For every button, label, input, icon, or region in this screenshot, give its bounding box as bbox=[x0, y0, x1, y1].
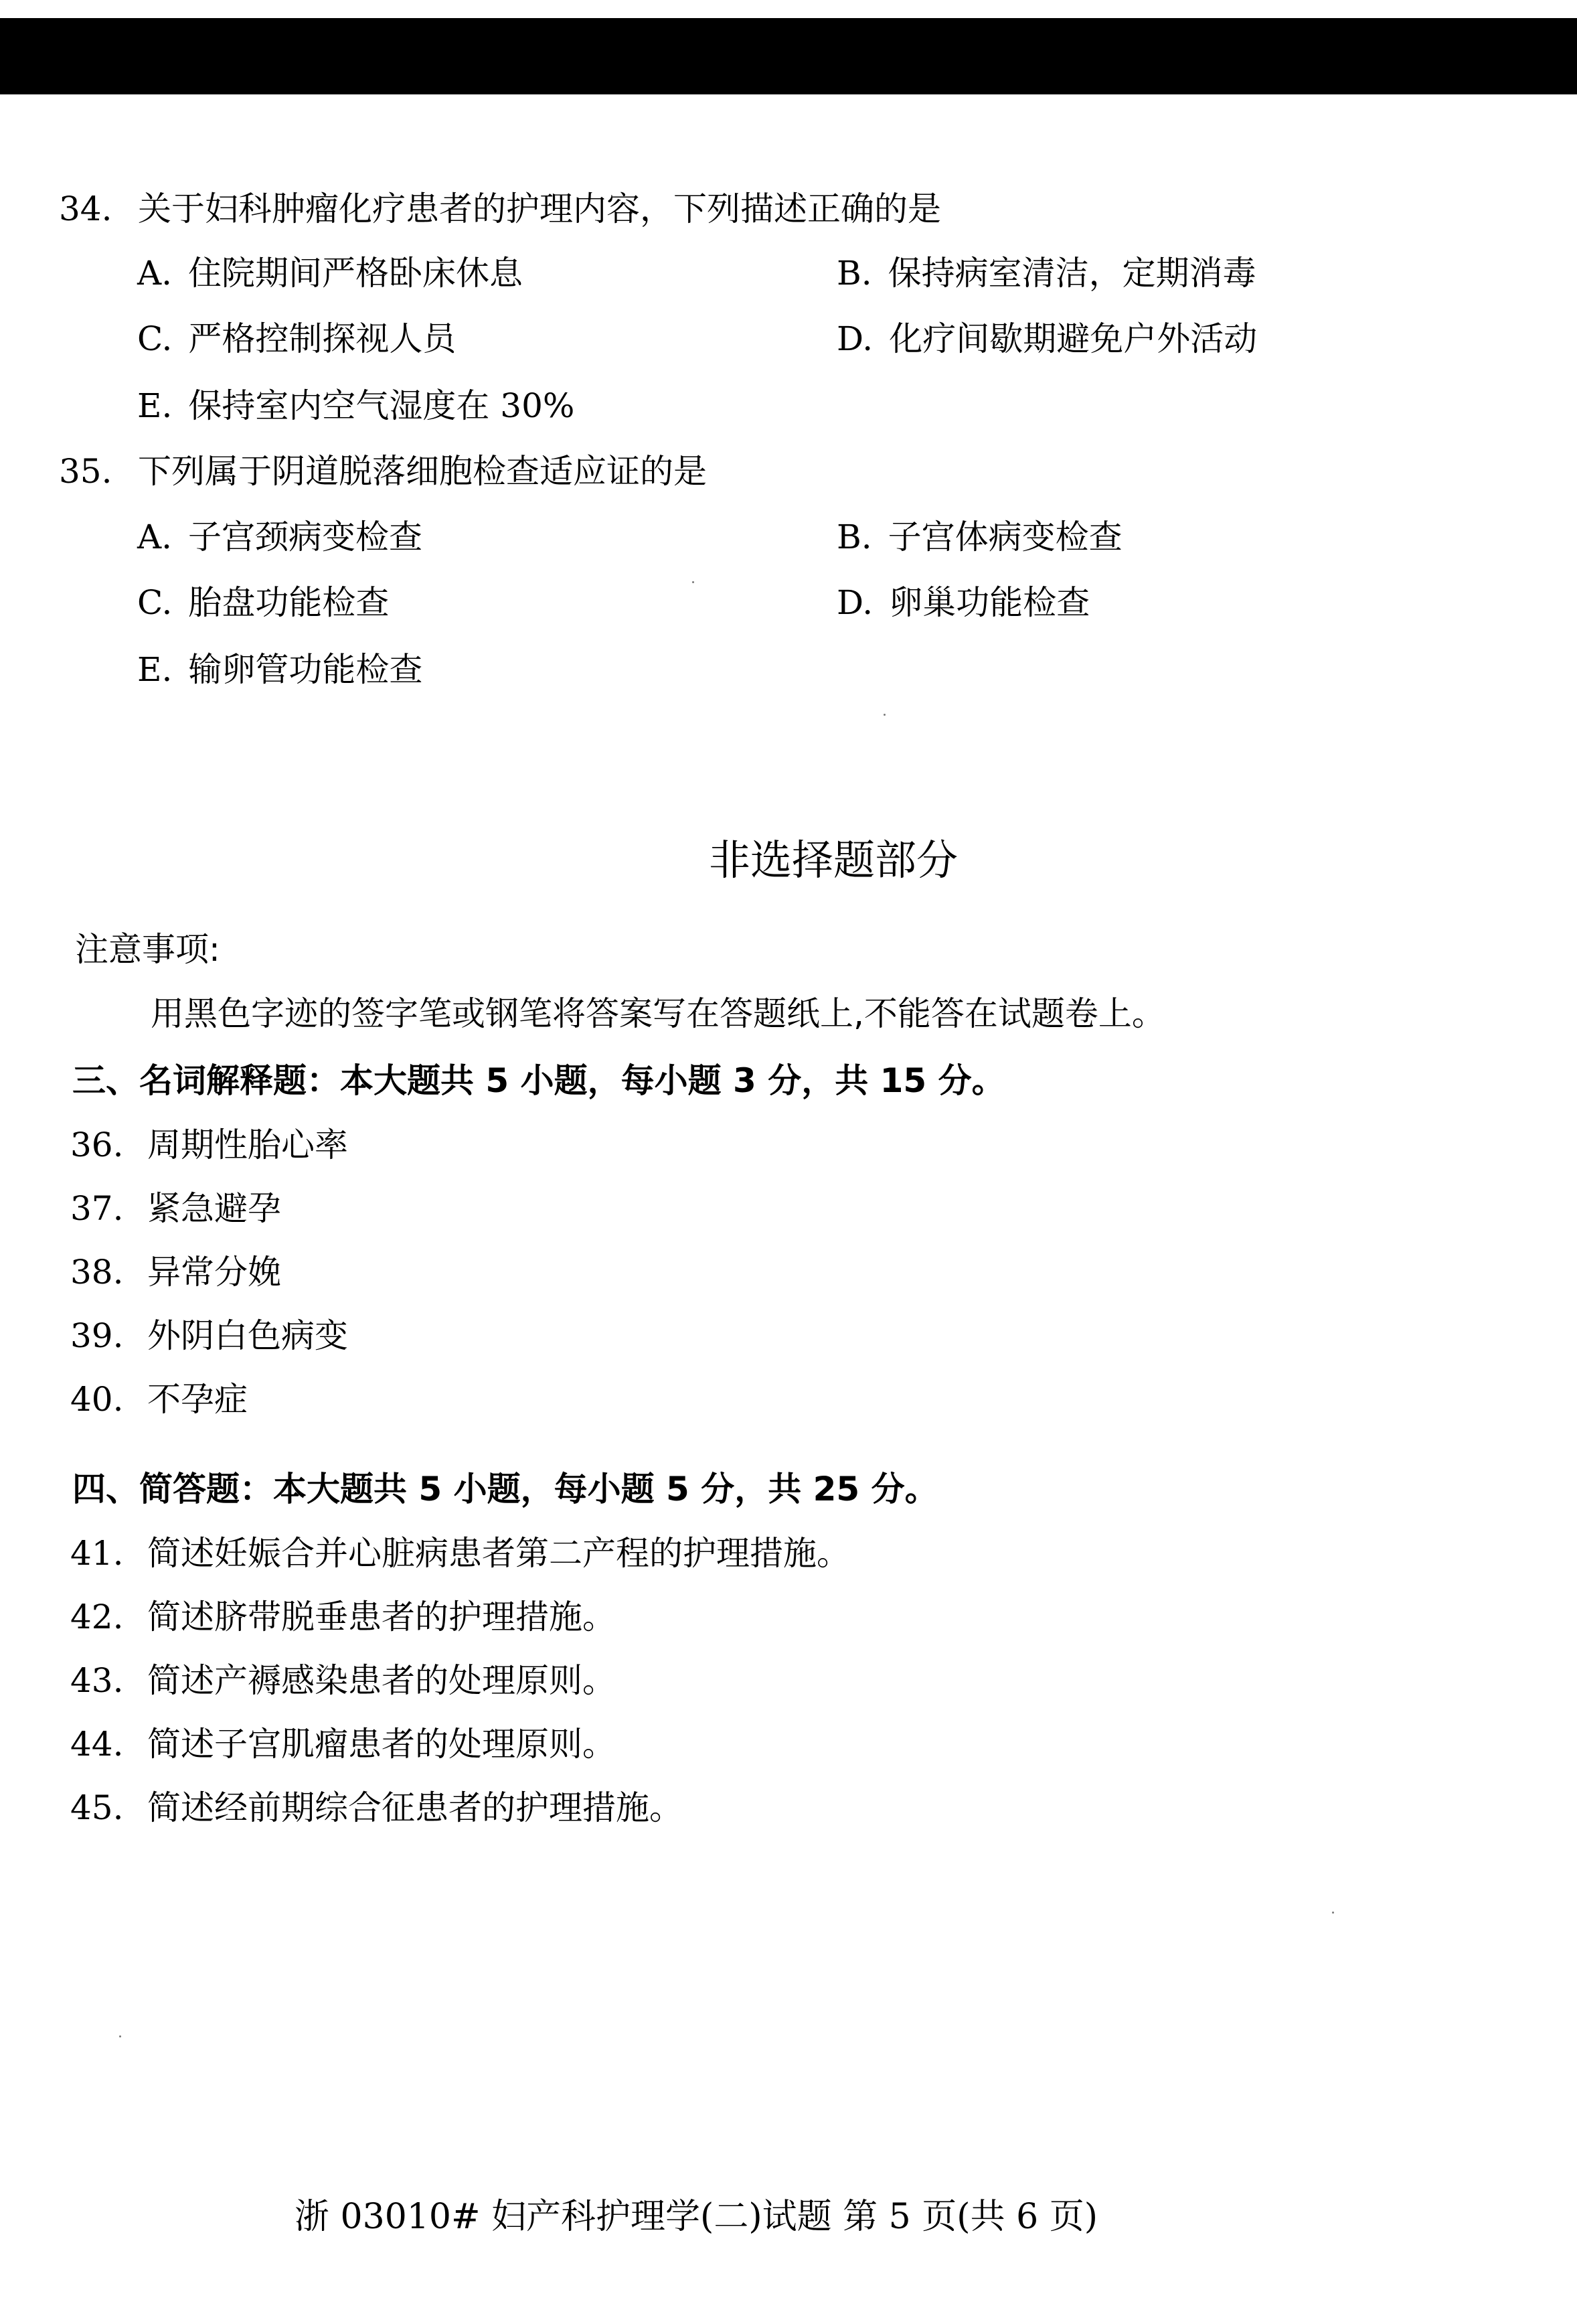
scan-speck bbox=[119, 2035, 121, 2037]
question-38 bbox=[70, 1252, 281, 1292]
question-40 bbox=[70, 1379, 248, 1419]
option-text: 严格控制探视人员 bbox=[188, 319, 456, 358]
question-number: 43. bbox=[70, 1661, 124, 1700]
scan-speck bbox=[692, 581, 694, 583]
scan-speck bbox=[884, 714, 886, 716]
question-text: 下列属于阴道脱落细胞检查适应证的是 bbox=[138, 452, 707, 491]
question-text: 简述脐带脱垂患者的护理措施。 bbox=[147, 1598, 616, 1636]
question-35-option-a bbox=[137, 517, 422, 557]
question-34-option-c bbox=[137, 319, 456, 359]
option-label: A. bbox=[137, 254, 173, 293]
option-label: E. bbox=[137, 650, 173, 689]
option-text: 子宫颈病变检查 bbox=[188, 518, 423, 556]
question-34-option-e bbox=[137, 386, 574, 426]
question-text: 简述子宫肌瘤患者的处理原则。 bbox=[147, 1725, 616, 1764]
question-35-option-d bbox=[837, 583, 1090, 623]
question-number: 36. bbox=[70, 1126, 124, 1164]
option-text: 卵巢功能检查 bbox=[889, 583, 1090, 622]
question-34-option-a bbox=[137, 253, 523, 293]
option-text: 子宫体病变检查 bbox=[888, 518, 1123, 556]
scan-header-bar bbox=[0, 18, 1577, 94]
option-text: 保持室内空气湿度在 30% bbox=[188, 386, 575, 425]
option-text: 胎盘功能检查 bbox=[188, 583, 390, 622]
question-text: 外阴白色病变 bbox=[147, 1316, 348, 1355]
question-number: 42. bbox=[70, 1598, 124, 1636]
question-41 bbox=[70, 1533, 850, 1573]
question-number: 39. bbox=[70, 1316, 124, 1355]
section-4-heading: 四、简答题：本大题共 5 小题，每小题 5 分，共 25 分。 bbox=[72, 1470, 938, 1508]
section-3-heading: 三、名词解释题：本大题共 5 小题，每小题 3 分，共 15 分。 bbox=[72, 1061, 1005, 1100]
option-label: C. bbox=[137, 319, 173, 358]
page-footer: 浙 03010# 妇产科护理学(二)试题 第 5 页(共 6 页) bbox=[295, 2197, 1098, 2237]
question-35-option-c bbox=[137, 583, 389, 623]
question-text: 异常分娩 bbox=[147, 1253, 281, 1292]
question-35-option-e bbox=[137, 649, 422, 690]
question-43 bbox=[70, 1660, 616, 1701]
question-44 bbox=[70, 1724, 616, 1764]
question-text: 简述经前期综合征患者的护理措施。 bbox=[147, 1788, 683, 1827]
option-label: E. bbox=[137, 386, 173, 425]
option-text: 输卵管功能检查 bbox=[188, 650, 423, 689]
option-text: 化疗间歇期避免户外活动 bbox=[889, 319, 1258, 358]
option-label: C. bbox=[137, 583, 173, 622]
question-42 bbox=[70, 1597, 616, 1637]
option-label: A. bbox=[137, 518, 173, 556]
question-37 bbox=[70, 1188, 281, 1229]
option-label: B. bbox=[837, 518, 872, 556]
question-text: 周期性胎心率 bbox=[147, 1126, 348, 1164]
question-36 bbox=[70, 1125, 348, 1165]
option-label: B. bbox=[837, 254, 872, 293]
question-number: 45. bbox=[70, 1788, 124, 1827]
question-34-stem bbox=[59, 189, 941, 229]
question-text: 不孕症 bbox=[147, 1380, 248, 1419]
section-title: 非选择题部分 bbox=[708, 836, 958, 884]
question-35-option-b bbox=[837, 517, 1123, 557]
question-text: 紧急避孕 bbox=[147, 1189, 281, 1228]
question-number: 37. bbox=[70, 1189, 124, 1228]
option-text: 保持病室清洁，定期消毒 bbox=[888, 254, 1256, 293]
question-number: 35. bbox=[59, 452, 112, 491]
question-text: 关于妇科肿瘤化疗患者的护理内容，下列描述正确的是 bbox=[138, 189, 941, 228]
question-number: 40. bbox=[70, 1380, 124, 1419]
question-39 bbox=[70, 1316, 348, 1356]
notice-label: 注意事项: bbox=[75, 930, 220, 969]
notice-text: 用黑色字迹的签字笔或钢笔将答案写在答题纸上,不能答在试题卷上。 bbox=[151, 994, 1165, 1033]
question-45 bbox=[70, 1788, 683, 1828]
question-34-option-b bbox=[837, 253, 1256, 293]
option-label: D. bbox=[837, 319, 874, 358]
question-text: 简述产褥感染患者的处理原则。 bbox=[147, 1661, 616, 1700]
option-label: D. bbox=[837, 583, 874, 622]
question-34-option-d bbox=[837, 319, 1257, 359]
scan-speck bbox=[1332, 1912, 1334, 1914]
question-number: 44. bbox=[70, 1725, 124, 1764]
question-number: 34. bbox=[59, 189, 112, 228]
question-number: 38. bbox=[70, 1253, 124, 1292]
question-text: 简述妊娠合并心脏病患者第二产程的护理措施。 bbox=[147, 1534, 850, 1573]
option-text: 住院期间严格卧床休息 bbox=[188, 254, 523, 293]
question-number: 41. bbox=[70, 1534, 124, 1573]
question-35-stem bbox=[59, 451, 707, 491]
